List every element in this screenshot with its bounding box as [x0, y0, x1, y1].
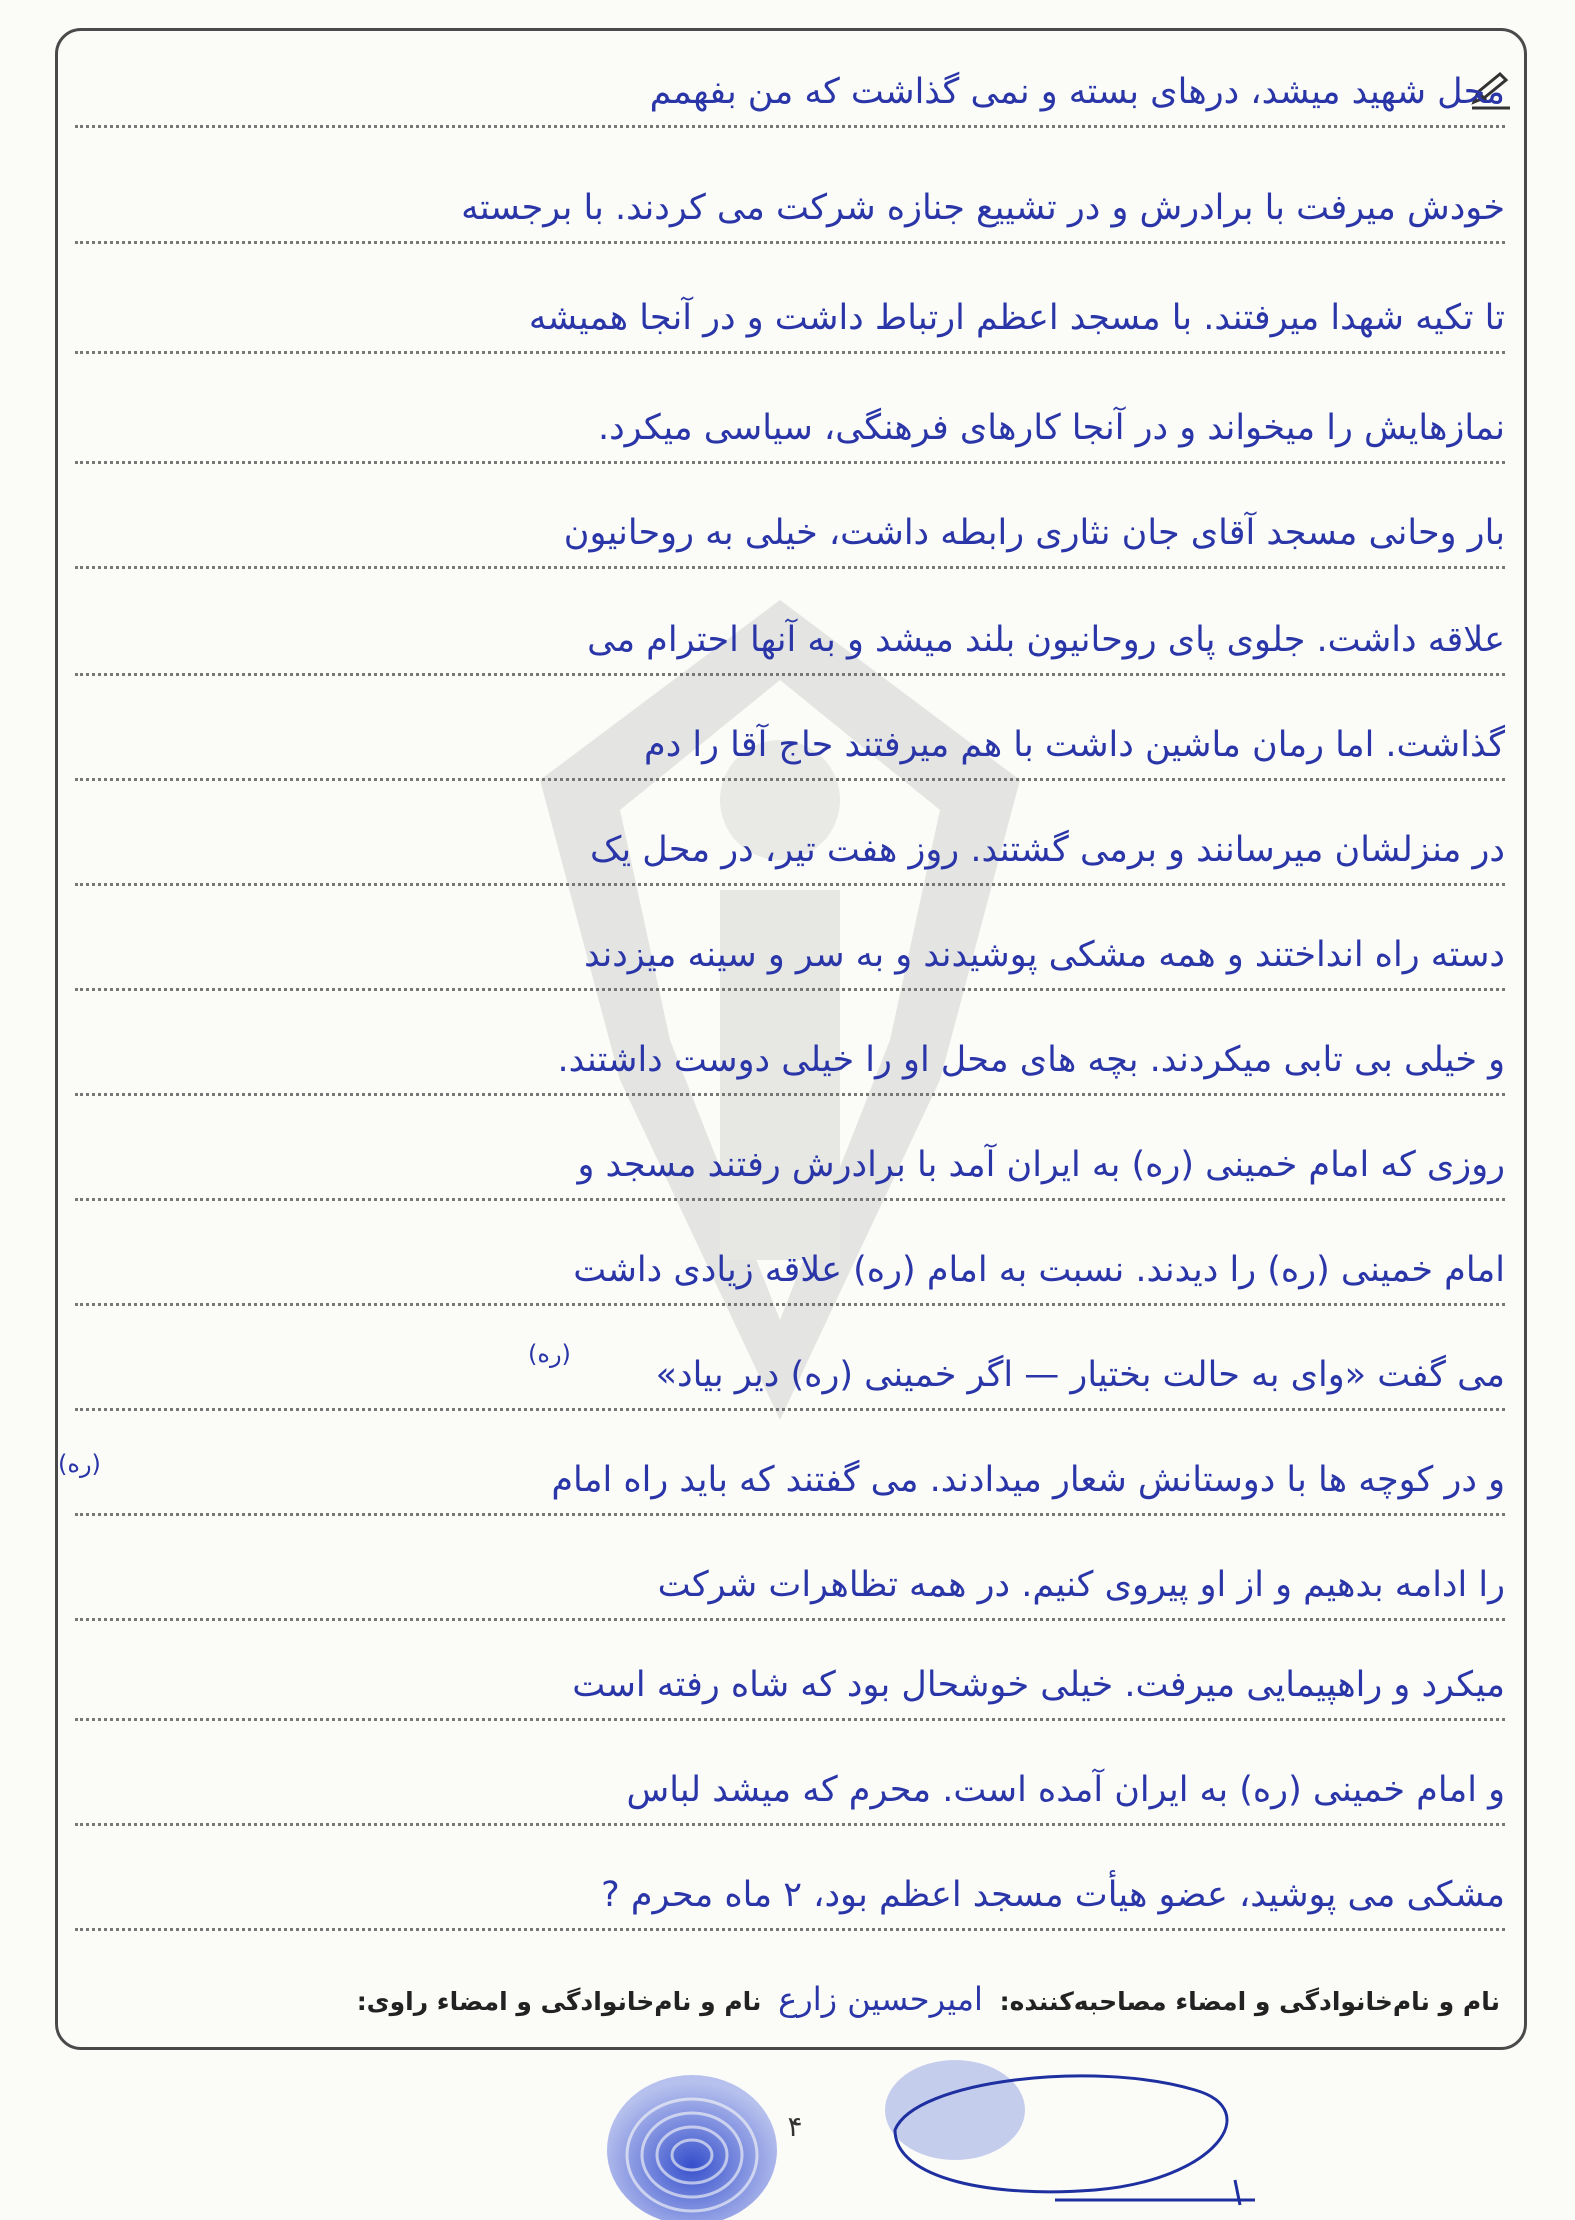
- text-line: و امام خمینی (ره) به ایران آمده است. محرم که میشد لباس: [75, 1760, 1505, 1844]
- signature-icon: [855, 2060, 1275, 2220]
- text-line: تا تکیه شهدا میرفتند. با مسجد اعظم ارتباط داشت و در آنجا همیشه: [75, 288, 1505, 372]
- narrator-label: نام و نام‌خانوادگی و امضاء راوی:: [356, 1987, 762, 2016]
- text-line: نمازهایش را میخواند و در آنجا کارهای فرهنگی، سیاسی میکرد.: [75, 398, 1505, 482]
- text-line: روزی که امام خمینی (ره) به ایران آمد با برادرش رفتند مسجد و: [75, 1135, 1505, 1219]
- fingerprint-icon: [600, 2055, 785, 2220]
- interviewer-name: امیرحسین زارع: [778, 1980, 983, 2018]
- annotation-ra-margin: (ره): [58, 1450, 101, 1478]
- text-line: را ادامه بدهیم و از او پیروی کنیم. در همه تظاهرات شرکت: [75, 1555, 1505, 1639]
- text-line: دسته راه انداختند و همه مشکی پوشیدند و به سر و سینه میزدند: [75, 925, 1505, 1009]
- text-line: و خیلی بی تابی میکردند. بچه های محل او را خیلی دوست داشتند.: [75, 1030, 1505, 1114]
- text-line: و در کوچه ها با دوستانش شعار میدادند. می گفتند که باید راه امام: [75, 1450, 1505, 1534]
- interviewer-label: نام و نام‌خانوادگی و امضاء مصاحبه‌کننده:: [999, 1987, 1500, 2016]
- text-line: امام خمینی (ره) را دیدند. نسبت به امام (ره) علاقه زیادی داشت: [75, 1240, 1505, 1324]
- text-line: علاقه داشت. جلوی پای روحانیون بلند میشد و به آنها احترام می: [75, 610, 1505, 694]
- text-line: مشکی می پوشید، عضو هیأت مسجد اعظم بود، ۲ ماه محرم ?: [75, 1865, 1505, 1949]
- page-number: ۴: [787, 2110, 803, 2143]
- signature-footer: [80, 1980, 1500, 2040]
- text-line: بار وحانی مسجد آقای جان نثاری رابطه داشت، خیلی به روحانیون: [75, 503, 1505, 587]
- text-line: خودش میرفت با برادرش و در تشییع جنازه شرکت می کردند. با برجسته: [75, 178, 1505, 262]
- text-line: می گفت «وای به حالت بختیار — اگر خمینی (ره) دیر بیاد»: [75, 1345, 1505, 1429]
- text-line: محل شهید میشد، درهای بسته و نمی گذاشت که من بفهمم: [75, 62, 1505, 146]
- annotation-ra: (ره): [528, 1340, 571, 1368]
- text-line: میکرد و راهپیمایی میرفت. خیلی خوشحال بود که شاه رفته است: [75, 1655, 1505, 1739]
- text-line: گذاشت. اما رمان ماشین داشت با هم میرفتند حاج آقا را دم: [75, 715, 1505, 799]
- text-line: در منزلشان میرسانند و برمی گشتند. روز هفت تیر، در محل یک: [75, 820, 1505, 904]
